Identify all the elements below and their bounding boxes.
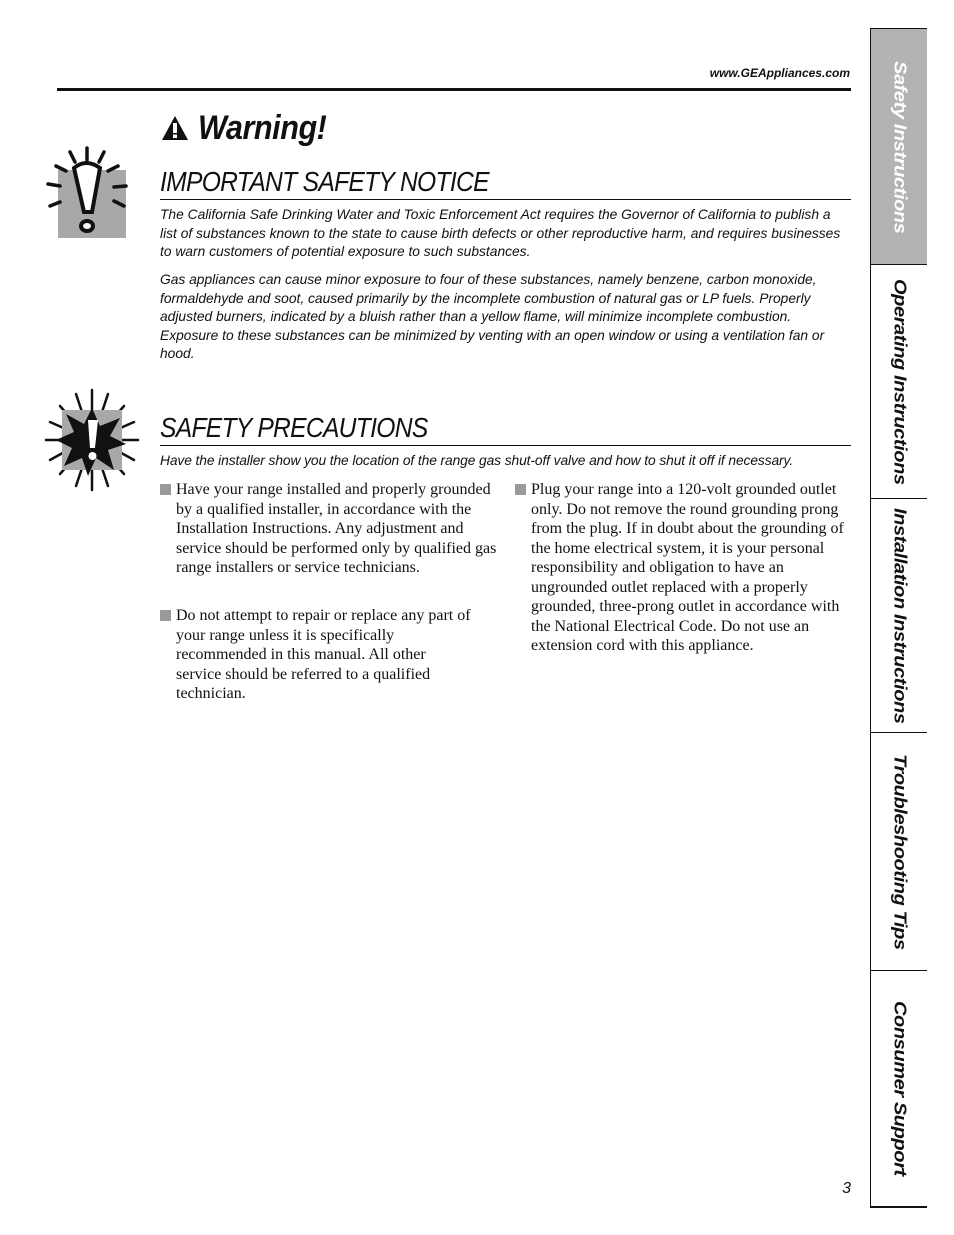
section-tabs (870, 28, 927, 1208)
website-url: www.GEAppliances.com (709, 66, 850, 80)
tab-label: Operating Instructions (889, 279, 910, 485)
tab-label: Troubleshooting Tips (889, 754, 910, 950)
notice-paragraph: Gas appliances can cause minor exposure to four of these substances, namely benzene, carbon monoxide, formaldehyde and soot, caused primarily by the incomplete combustion of natural gas or LP fuels. Properly adjusted burners, indicated by a bluish rather than a yellow flame, will minimize incomplete combustion. Exposure to these substances can be minimized by venting with an open window or using a ventilation fan or hood. (160, 272, 825, 362)
bullet-square (160, 484, 171, 495)
tab-label: Consumer Support (889, 1000, 910, 1176)
bullet-text: Plug your range into a 120-volt grounded outlet only. Do not remove the round grounding prong from the plug. If in doubt about the grounding of the home electrical system, it is your personal responsibility and obligation to have an ungrounded outlet replaced with a properly grounded, three-prong outlet in accordance with the National Electrical Code. Do not use an extension cord with this appliance. (531, 481, 844, 654)
warning-triangle-icon (160, 114, 190, 142)
tab-label: Safety Instructions (889, 60, 910, 234)
tab-safety-instructions[interactable] (871, 28, 927, 265)
page-number: 3 (842, 1180, 851, 1197)
notice-rule (160, 199, 851, 200)
exclamation-notice-icon (42, 146, 132, 242)
tab-operating-instructions[interactable] (871, 264, 927, 499)
top-rule (57, 88, 851, 91)
bullet-square (515, 484, 526, 495)
precautions-title: SAFETY PRECAUTIONS (160, 412, 428, 443)
notice-title: IMPORTANT SAFETY NOTICE (160, 166, 489, 197)
precaution-bullet (160, 480, 500, 578)
notice-paragraph: The California Safe Drinking Water and Toxic Enforcement Act requires the Governor of California to publish a list of substances known to the state to cause birth defects or other reproductive harm, and requires businesses to warn customers of potential exposure to such substances. (160, 207, 841, 260)
tab-installation-instructions[interactable] (871, 498, 927, 733)
tab-troubleshooting-tips[interactable] (871, 732, 927, 971)
tab-consumer-support[interactable] (871, 970, 927, 1205)
bullet-text: Do not attempt to repair or replace any part of your range unless it is specifically recommended in this manual. All other service should be referred to a qualified technician. (176, 607, 471, 702)
bullet-square (160, 610, 171, 621)
precautions-intro: Have the installer show you the location of the range gas shut-off valve and how to shut it off if necessary. (160, 453, 794, 468)
tab-label: Installation Instructions (889, 508, 910, 724)
precaution-bullet (515, 480, 848, 656)
bullet-text: Have your range installed and properly grounded by a qualified installer, in accordance with the Installation Instructions. Any adjustment and service should be performed only by qualified gas range installers or service technicians. (176, 481, 497, 576)
precaution-bullet (160, 606, 475, 704)
exclamation-burst-icon (42, 388, 142, 492)
warning-heading (160, 106, 341, 150)
precautions-rule (160, 445, 851, 446)
warning-label: Warning! (198, 108, 327, 147)
